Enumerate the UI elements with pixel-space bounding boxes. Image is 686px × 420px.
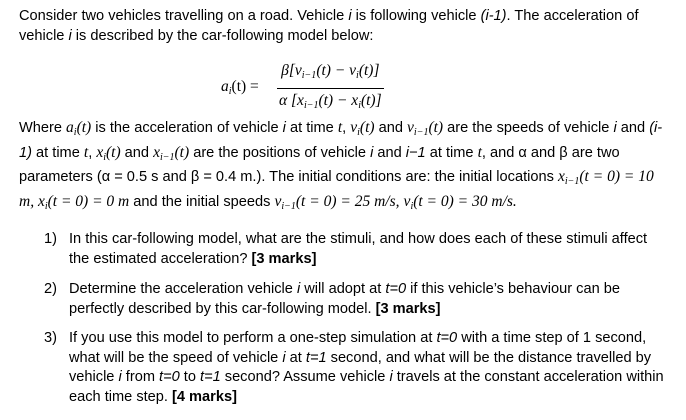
fraction-bar [277,88,384,89]
question-number: 3) [44,330,57,346]
question-text: If you use this model to perform a one-step simulation at t=0 with a time step of 1 second, what will be the speed of vehicle i at t=1 second, and what will be the distance travelled by vehicle i from t=0 to t=1 second? Assume vehicle i travels at the constant acceleration within each time step. [4 marks] [69,330,664,405]
question-text: Determine the acceleration vehicle i will adopt at t=0 if this vehicle’s behaviour can be perfectly described by this car-following model. [3 marks] [69,281,620,317]
definitions-paragraph: Where $a_i(t)$ is the acceleration of vehicle i at time t, $v_i(t)$ and $v_{i-1}(t)$ are the speeds of vehicle i and (i-1) at time t, $x_i(t)$ and $x_{i-1}(t)$ are the positions of vehicle i and i−1 at time t, and α and β are two parameters (α = 0.5 s and β = 0.4 m.). The initial conditions are: the initial locations $x_{i-1}(t = 0) = 10$ m, $x_i(t = 0) = 0$ m and the initial speeds $v_{i-1}(t = 0) = 25$ m/s, $v_i(t = 0) = 30$ m/s. [19,119,663,212]
question-number: 2) [44,281,57,297]
question-text: In this car-following model, what are the stimuli, and how does each of these stimuli affect the estimated acceleration? [3 marks] [69,231,648,267]
formula-fraction [277,60,384,117]
formula-denominator: α $[x_{i-1}(t) - x_i(t)]$ [279,92,382,111]
question-3 [44,329,664,407]
question-2 [44,280,664,319]
problem-intro: Consider two vehicles travelling on a road. Vehicle i is following vehicle (i-1). The acceleration of vehicle i is described by the car-following model below: [19,8,639,44]
formula-lhs: $a_i(t)$ = [221,78,259,97]
question-1 [44,230,664,269]
formula-numerator: $\beta[v_{i-1}(t) - v_i(t)]$ [281,62,380,81]
question-number: 1) [44,231,57,247]
